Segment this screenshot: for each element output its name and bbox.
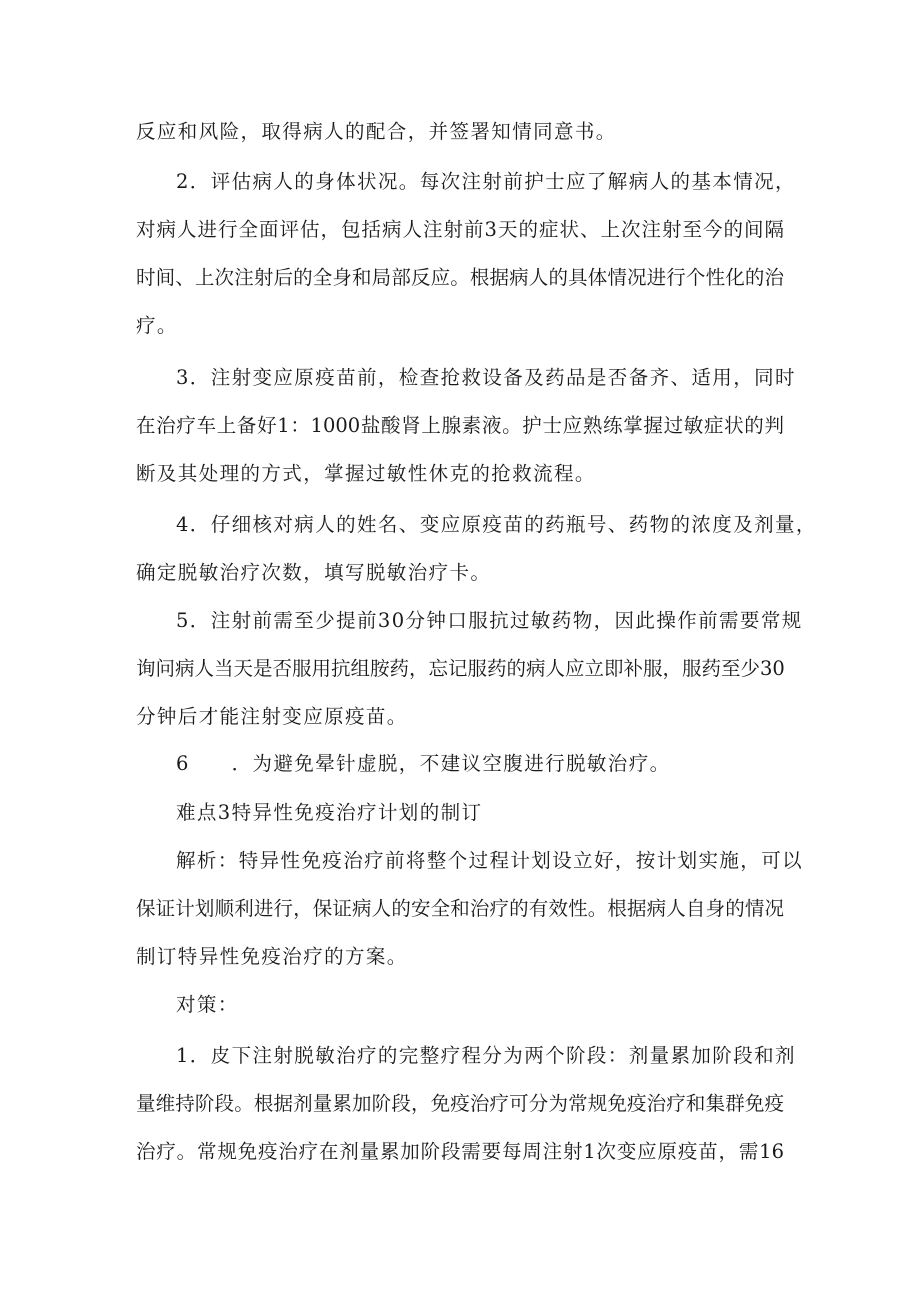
- analysis-line: 解析：特异性免疫治疗前将整个过程计划设立好，按计划实施，可以: [176, 849, 804, 872]
- list-item-2-line: 2．评估病人的身体状况。每次注射前护士应了解病人的基本情况，: [176, 170, 796, 193]
- list-item-5-line: 5．注射前需至少提前30分钟口服抗过敏药物，因此操作前需要常规: [176, 609, 803, 632]
- text-line: 疗。: [136, 314, 178, 337]
- list-item-6-line: 6 ．为避免晕针虚脱，不建议空腹进行脱敏治疗。: [176, 752, 671, 775]
- text-line: 询问病人当天是否服用抗组胺药，忘记服药的病人应立即补服，服药至少30: [136, 657, 785, 680]
- text-line: 制订特异性免疫治疗的方案。: [136, 945, 408, 968]
- list-item-4-line: 4．仔细核对病人的姓名、变应原疫苗的药瓶号、药物的浓度及剂量，: [176, 513, 817, 536]
- text-line: 对病人进行全面评估，包括病人注射前3天的症状、上次注射至今的间隔: [136, 218, 784, 241]
- text-line: 分钟后才能注射变应原疫苗。: [136, 705, 408, 728]
- text-line: 在治疗车上备好1：1000盐酸肾上腺素液。护士应熟练掌握过敏症状的判: [136, 414, 784, 437]
- text-line: 治疗。常规免疫治疗在剂量累加阶段需要每周注射1次变应原疫苗，需16: [136, 1140, 784, 1163]
- list-item-1-line: 1．皮下注射脱敏治疗的完整疗程分为两个阶段：剂量累加阶段和剂: [176, 1044, 796, 1067]
- text-line: 时间、上次注射后的全身和局部反应。根据病人的具体情况进行个性化的治: [136, 266, 784, 289]
- list-item-3-line: 3．注射变应原疫苗前，检查抢救设备及药品是否备齐、适用，同时: [176, 366, 796, 389]
- text-line: 反应和风险，取得病人的配合，并签署知情同意书。: [136, 120, 617, 143]
- countermeasure-heading: 对策：: [176, 993, 239, 1016]
- text-line: 确定脱敏治疗次数，填写脱敏治疗卡。: [136, 561, 492, 584]
- text-line: 保证计划顺利进行，保证病人的安全和治疗的有效性。根据病人自身的情况: [136, 897, 784, 920]
- text-line: 断及其处理的方式，掌握过敏性休克的抢救流程。: [136, 462, 596, 485]
- text-line: 量维持阶段。根据剂量累加阶段，免疫治疗可分为常规免疫治疗和集群免疫: [136, 1092, 784, 1115]
- section-heading: 难点3特异性免疫治疗计划的制订: [176, 801, 483, 824]
